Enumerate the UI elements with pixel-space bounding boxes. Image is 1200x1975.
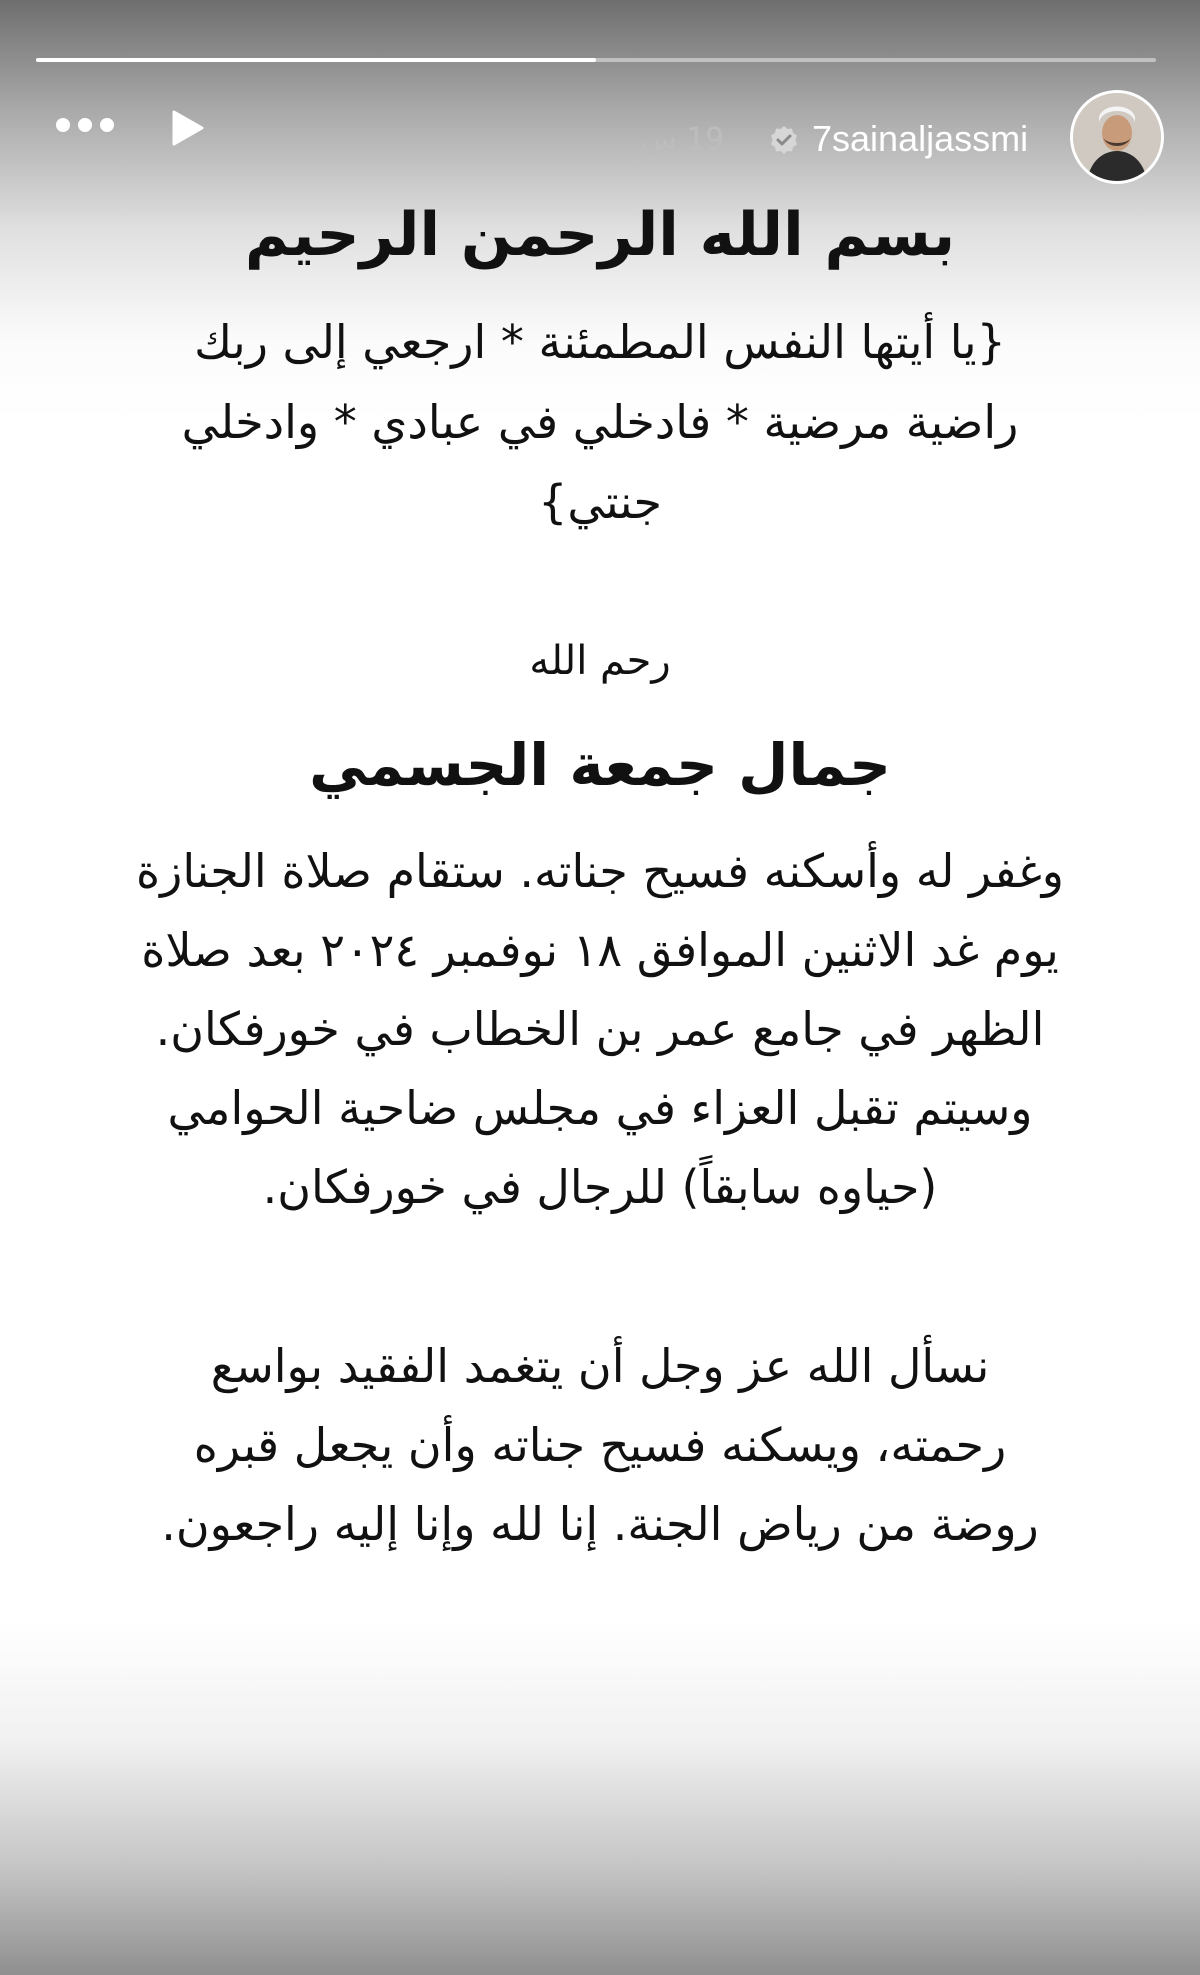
deceased-name: جمال جمعة الجسمي	[309, 731, 891, 799]
story-header	[0, 80, 1200, 180]
condolence-prayer: نسأل الله عز وجل أن يتغمد الفقيد بواسع رحمته، ويسكنه فسيح جناته وأن يجعل قبره روضة من رياض الجنة. إنا لله وإنا إليه راجعون.	[161, 1339, 1039, 1551]
verified-badge-icon	[768, 124, 800, 156]
basmala-heading: بسم الله الرحمن الرحيم	[244, 200, 956, 270]
avatar[interactable]	[1070, 90, 1164, 184]
funeral-announcement: وغفر له وأسكنه فسيح جناته. ستقام صلاة الجنازة يوم غد الاثنين الموافق ١٨ نوفمبر ٢٠٢٤ بعد صلاة الظهر في جامع عمر بن الخطاب في خورفكان. وسيتم تقبل العزاء في مجلس ضاحية الحوامي (حياوه سابقاً) للرجال في خورفكان.	[136, 844, 1064, 1214]
progress-fill	[36, 58, 596, 62]
rahim-label: رحم الله	[529, 638, 671, 684]
post-content	[90, 180, 1110, 1564]
quran-verse: {يا أيتها النفس المطمئنة * ارجعي إلى ربك راضية مرضية * فادخلي في عبادي * وادخلي جنتي}	[181, 315, 1019, 529]
profile-avatar-icon	[1073, 93, 1161, 181]
story-progress-bar	[36, 58, 1156, 62]
post-time: 19 س	[640, 122, 725, 157]
play-icon[interactable]	[166, 108, 206, 148]
more-horizontal-icon[interactable]	[56, 118, 116, 134]
username[interactable]: 7sainaljassmi	[812, 118, 1029, 159]
